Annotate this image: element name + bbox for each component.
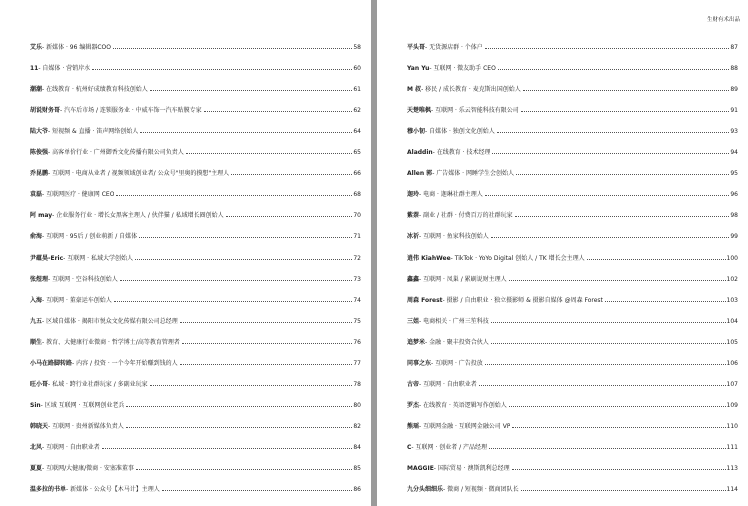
toc-leader-dots (126, 406, 352, 407)
toc-entry-desc: - 副业 / 社群 · 付费百万的社群玩家 (419, 212, 513, 220)
toc-entry-name: 尹蕴昊-Eric (30, 254, 64, 262)
toc-entry[interactable] (30, 240, 361, 261)
toc-entry[interactable] (407, 72, 738, 93)
toc-leader-dots (485, 195, 730, 196)
toc-entry-page: 106 (726, 359, 738, 367)
toc-entry-desc: - 内容 / 投资 · 一个今年开始赚到钱的人 (72, 359, 178, 367)
toc-entry-name: 迦玲 (407, 191, 420, 199)
toc-entry-page: 103 (726, 296, 738, 304)
toc-entry-name: 追梦米 (407, 338, 426, 346)
toc-leader-dots (491, 322, 726, 323)
toc-list (407, 30, 738, 493)
brand-label: 生财有术出品 (706, 17, 740, 23)
cropped-header-text (437, 0, 637, 5)
toc-leader-dots (135, 259, 352, 260)
toc-entry-page: 74 (353, 296, 361, 304)
toc-leader-dots (226, 216, 353, 217)
toc-entry[interactable] (30, 346, 361, 367)
toc-entry-desc: - 互联网 · 贵州新媒体负责人 (48, 422, 124, 430)
toc-entry-desc: - 区域 互联网 · 互联网创业老兵 (40, 401, 125, 409)
toc-entry[interactable] (30, 30, 361, 51)
toc-entry-desc: - 互联网 · 微友助手 CEO (429, 65, 496, 73)
toc-entry-desc: - 新媒体 · 96 编辑器COO (42, 44, 111, 52)
toc-entry-page: 71 (353, 233, 361, 241)
toc-entry-page: 65 (353, 149, 361, 157)
toc-entry-desc: - 互联网 · 电商从业者 / 视频领域创业者/ 公众号"里奥的摸想"主理人 (48, 170, 230, 178)
toc-entry-page: 98 (730, 212, 738, 220)
toc-leader-dots (92, 69, 352, 70)
toc-entry-desc: - 自媒体 · 独创文化创始人 (425, 128, 495, 136)
toc-entry[interactable] (407, 198, 738, 219)
toc-leader-dots (180, 322, 353, 323)
toc-entry-name: 阿 may (30, 212, 53, 220)
toc-entry[interactable] (407, 304, 738, 325)
toc-entry-desc: - 无货源店群 · 个体户 (425, 44, 483, 52)
toc-entry-desc: - 互联网 · 空谷科技创始人 (48, 275, 118, 283)
toc-entry[interactable] (30, 430, 361, 451)
toc-entry-name: 艾乐 (30, 44, 43, 52)
toc-entry-desc: - 互联网 · 95后 / 创业萌新 / 自媒体 (42, 233, 138, 241)
toc-leader-dots (512, 469, 726, 470)
toc-leader-dots (485, 364, 726, 365)
toc-entry-page: 110 (726, 422, 738, 430)
left-page (0, 0, 371, 506)
toc-entry-desc: - 互联网 · 凤巢 / 累刷说财主理人 (419, 275, 507, 283)
toc-leader-dots (114, 301, 353, 302)
toc-entry-page: 58 (353, 44, 361, 52)
toc-entry-desc: - 短视频 & 直播 · 笛声网络创始人 (48, 128, 139, 136)
toc-leader-dots (126, 427, 353, 428)
toc-leader-dots (509, 406, 726, 407)
toc-entry-name: 九分头细细乐 (407, 486, 444, 494)
toc-entry-page: 62 (353, 107, 361, 115)
toc-entry[interactable] (407, 409, 738, 430)
toc-entry-name: 鑫鑫 (407, 275, 420, 283)
toc-leader-dots (186, 153, 353, 154)
toc-leader-dots (515, 216, 730, 217)
toc-leader-dots (182, 343, 353, 344)
toc-entry-page: 100 (726, 254, 738, 262)
toc-entry-page: 105 (726, 338, 738, 346)
toc-leader-dots (102, 448, 353, 449)
toc-entry-name: 冰祈 (407, 233, 420, 241)
toc-entry-desc: - 互联网金融 · 互联网金融公司 VP (419, 422, 511, 430)
toc-entry-page: 113 (726, 464, 738, 472)
toc-entry-page: 89 (730, 86, 738, 94)
toc-entry-page: 78 (353, 380, 361, 388)
toc-entry[interactable] (30, 198, 361, 219)
toc-entry-desc: - 互联网/大健康/微商 · 安塞准董事 (42, 464, 134, 472)
toc-entry[interactable] (407, 388, 738, 409)
toc-entry-desc: - 摄影 / 自由职业 · 独立摄影师 & 摄影自媒体 @周森 Forest (442, 296, 603, 304)
toc-entry[interactable] (30, 156, 361, 177)
toc-leader-dots (479, 385, 726, 386)
toc-entry-desc: - 互联网 · 乐云智能科技有限公司 (431, 107, 519, 115)
toc-entry-name: 紫萘 (407, 212, 420, 220)
toc-entry-page: 80 (353, 401, 361, 409)
toc-entry-desc: - 电商 · 迦琳社群主理人 (419, 191, 483, 199)
toc-leader-dots (489, 448, 726, 449)
toc-entry-name: 三姐 (407, 317, 420, 325)
toc-entry-page: 114 (726, 486, 738, 494)
toc-entry[interactable] (30, 283, 361, 304)
toc-entry-page: 96 (730, 191, 738, 199)
toc-entry-page: 70 (353, 212, 361, 220)
toc-entry[interactable] (30, 114, 361, 135)
toc-entry[interactable] (30, 177, 361, 198)
toc-leader-dots (521, 111, 730, 112)
toc-entry-page: 66 (353, 170, 361, 178)
toc-entry-name: 同事之东 (407, 359, 432, 367)
toc-entry-name: 天楚唯枫 (407, 107, 432, 115)
toc-entry-page: 102 (726, 275, 738, 283)
toc-leader-dots (150, 385, 353, 386)
toc-leader-dots (136, 469, 353, 470)
toc-entry-desc: - 国际贸易 · 澳斯凯利总经理 (433, 464, 510, 472)
toc-entry-desc: - 互联网 · 创业者 / 产品经理 (411, 443, 488, 451)
toc-entry-name: Yan Yu (407, 65, 430, 73)
toc-entry-desc: - 企业服务行业 · 增长女黑客主理人 / 伙伴猫 / 私域增长圈创始人 (52, 212, 224, 220)
toc-entry[interactable] (30, 367, 361, 388)
toc-entry-name: 张煜理 (30, 275, 49, 283)
toc-entry-page: 99 (730, 233, 738, 241)
toc-entry-name: 古帝 (407, 380, 420, 388)
toc-entry-desc: - 互联网医疗 · 健康网 CEO (42, 191, 115, 199)
toc-entry-page: 86 (353, 486, 361, 494)
toc-entry-name: 九五 (30, 317, 43, 325)
toc-entry-name: Allen 郭 (407, 170, 433, 178)
toc-entry[interactable] (30, 451, 361, 472)
toc-entry-name: 韩晓天 (30, 422, 49, 430)
toc-leader-dots (491, 237, 730, 238)
toc-entry-name: MAGGIE (407, 464, 434, 472)
toc-entry[interactable] (30, 72, 361, 93)
toc-entry[interactable] (407, 283, 738, 304)
toc-entry-name: 旺小哥 (30, 380, 49, 388)
toc-leader-dots (509, 280, 726, 281)
toc-entry-name: 袁磊 (30, 191, 43, 199)
toc-entry-desc: - 自媒体 · 营销岸水 (38, 65, 91, 73)
toc-entry-page: 75 (353, 317, 361, 325)
toc-entry-name: Sin (30, 401, 41, 409)
toc-entry-page: 76 (353, 338, 361, 346)
toc-entry-name: 潮潮 (30, 86, 43, 94)
toc-entry[interactable] (407, 430, 738, 451)
toc-leader-dots (139, 237, 352, 238)
toc-entry[interactable] (30, 409, 361, 430)
toc-entry-name: 平头哥 (407, 44, 426, 52)
toc-entry-name: 罗杰 (407, 401, 420, 409)
toc-entry-desc: - 金融 · 聚丰投资合伙人 (425, 338, 489, 346)
toc-entry-page: 85 (353, 464, 361, 472)
toc-leader-dots (204, 111, 353, 112)
toc-entry-desc: - 互联网 · 广告投放 (431, 359, 483, 367)
toc-entry-name: Aladdin (407, 149, 433, 157)
toc-entry-page: 88 (730, 65, 738, 73)
toc-entry-desc: - 在线教育 · 杭州好成绩教育科技创始人 (42, 86, 148, 94)
toc-entry-page: 111 (726, 443, 738, 451)
toc-entry[interactable] (30, 262, 361, 283)
toc-entry-desc: - 区域自媒体 · 揭阳市悦众文化传媒有限公司总经理 (42, 317, 178, 325)
toc-entry-name: 温多拉的书单 (30, 486, 67, 494)
toc-entry-desc: - 私域 · 跨行业社群玩家 / 多副业玩家 (48, 380, 148, 388)
toc-leader-dots (485, 48, 730, 49)
toc-entry-name: M 叔 (407, 86, 422, 94)
toc-list (30, 30, 361, 493)
toc-entry[interactable] (407, 219, 738, 240)
toc-entry[interactable] (30, 93, 361, 114)
toc-entry-name: 入海 (30, 296, 43, 304)
toc-entry-page: 82 (353, 422, 361, 430)
toc-entry-name: 顺生 (30, 338, 43, 346)
toc-entry-page: 72 (353, 254, 361, 262)
toc-leader-dots (180, 364, 353, 365)
toc-entry-page: 73 (353, 275, 361, 283)
toc-leader-dots (523, 90, 730, 91)
toc-entry-name: C (407, 443, 412, 451)
toc-entry[interactable] (30, 135, 361, 156)
toc-entry-page: 68 (353, 191, 361, 199)
toc-entry-page: 104 (726, 317, 738, 325)
toc-entry[interactable] (407, 262, 738, 283)
toc-entry[interactable] (30, 51, 361, 72)
toc-entry-name: 胡说财务哥 (30, 107, 61, 115)
toc-entry-page: 84 (353, 443, 361, 451)
toc-entry-desc: - 高客单价行业 · 广州御香文化传播有限公司负责人 (48, 149, 184, 157)
toc-entry-page: 91 (730, 107, 738, 115)
toc-leader-dots (605, 301, 726, 302)
toc-entry-desc: - 互联网 · 私域大学创始人 (63, 254, 133, 262)
toc-entry-page: 77 (353, 359, 361, 367)
toc-entry[interactable] (407, 346, 738, 367)
right-page (377, 0, 748, 506)
toc-entry-page: 107 (726, 380, 738, 388)
toc-leader-dots (492, 153, 729, 154)
toc-entry-name: 俞海 (30, 233, 43, 241)
toc-entry-page: 64 (353, 128, 361, 136)
toc-entry[interactable] (30, 325, 361, 346)
toc-entry-page: 94 (730, 149, 738, 157)
toc-leader-dots (162, 490, 353, 491)
toc-entry-desc: - 微商 / 短视频 · 微商团队长 (443, 486, 519, 494)
toc-entry-name: 夏夏 (30, 464, 43, 472)
toc-entry[interactable] (407, 177, 738, 198)
toc-entry[interactable] (407, 451, 738, 472)
toc-entry[interactable] (407, 156, 738, 177)
toc-entry-name: 逍伟 KiahWee (407, 254, 451, 262)
toc-leader-dots (516, 174, 729, 175)
toc-entry-name: 乔昆鹏 (30, 170, 49, 178)
toc-entry-desc: - 互联网 · 自由职业者 (42, 443, 100, 451)
toc-entry-page: 60 (353, 65, 361, 73)
toc-entry-desc: - 互联网 · 董豪运车创始人 (42, 296, 112, 304)
toc-entry-page: 87 (730, 44, 738, 52)
toc-entry-desc: - 新媒体 · 公众号【木马计】主理人 (66, 486, 160, 494)
toc-leader-dots (491, 343, 726, 344)
toc-leader-dots (120, 280, 353, 281)
toc-entry-desc: - 电商相关 · 广州三笙科技 (419, 317, 489, 325)
toc-leader-dots (113, 48, 352, 49)
toc-entry[interactable] (30, 388, 361, 409)
toc-entry[interactable] (407, 30, 738, 51)
toc-entry[interactable] (407, 325, 738, 346)
toc-entry[interactable] (30, 219, 361, 240)
toc-entry-name: 陆大爷 (30, 128, 49, 136)
toc-leader-dots (140, 132, 352, 133)
toc-entry-name: 熊瑶 (407, 422, 420, 430)
toc-entry-page: 109 (726, 401, 738, 409)
toc-leader-dots (116, 195, 352, 196)
toc-entry-page: 61 (353, 86, 361, 94)
toc-entry[interactable] (407, 472, 738, 493)
toc-entry-desc: - 汽车后市场 / 连锁服务业 · 中威车饰一汽车贴膜专家 (60, 107, 202, 115)
toc-entry[interactable] (407, 135, 738, 156)
toc-leader-dots (498, 69, 730, 70)
toc-leader-dots (231, 174, 352, 175)
toc-entry-page: 95 (730, 170, 738, 178)
toc-entry[interactable] (407, 51, 738, 72)
toc-entry[interactable] (30, 472, 361, 493)
toc-entry-name: 小马在路脚转路 (30, 359, 73, 367)
toc-entry-name: 北风 (30, 443, 43, 451)
toc-entry-desc: - 移民 / 成长教育 · 麦克斯出国创始人 (421, 86, 521, 94)
toc-entry-page: 93 (730, 128, 738, 136)
toc-entry-name: 陈俊强 (30, 149, 49, 157)
toc-entry-desc: - 互联网 · 自由职业者 (419, 380, 477, 388)
toc-leader-dots (587, 259, 726, 260)
toc-entry[interactable] (407, 93, 738, 114)
toc-entry-desc: - 在线教育 · 技术经理 (432, 149, 491, 157)
toc-entry-desc: - TikTok · YoYo Digital 创始人 / TK 增长会主理人 (450, 254, 585, 262)
toc-entry-name: 11 (30, 65, 39, 73)
cropped-header-text (60, 0, 260, 5)
toc-entry[interactable] (407, 367, 738, 388)
toc-leader-dots (150, 90, 353, 91)
toc-leader-dots (512, 427, 725, 428)
toc-entry[interactable] (407, 240, 738, 261)
toc-leader-dots (497, 132, 730, 133)
toc-entry-desc: - 教育、大健康行业微商 · 哲学博士/高等教育管理者 (42, 338, 180, 346)
toc-entry-name: 周森 Forest (407, 296, 443, 304)
toc-entry-name: 穆小韧 (407, 128, 426, 136)
toc-entry-desc: - 广告媒体 · 网睡学生会创始人 (432, 170, 514, 178)
toc-entry[interactable] (30, 304, 361, 325)
toc-entry[interactable] (407, 114, 738, 135)
toc-leader-dots (521, 490, 726, 491)
toc-entry-desc: - 互联网 · 鱼家科技创始人 (419, 233, 489, 241)
toc-entry-desc: - 在线教育 · 英语逻辑写作创始人 (419, 401, 507, 409)
